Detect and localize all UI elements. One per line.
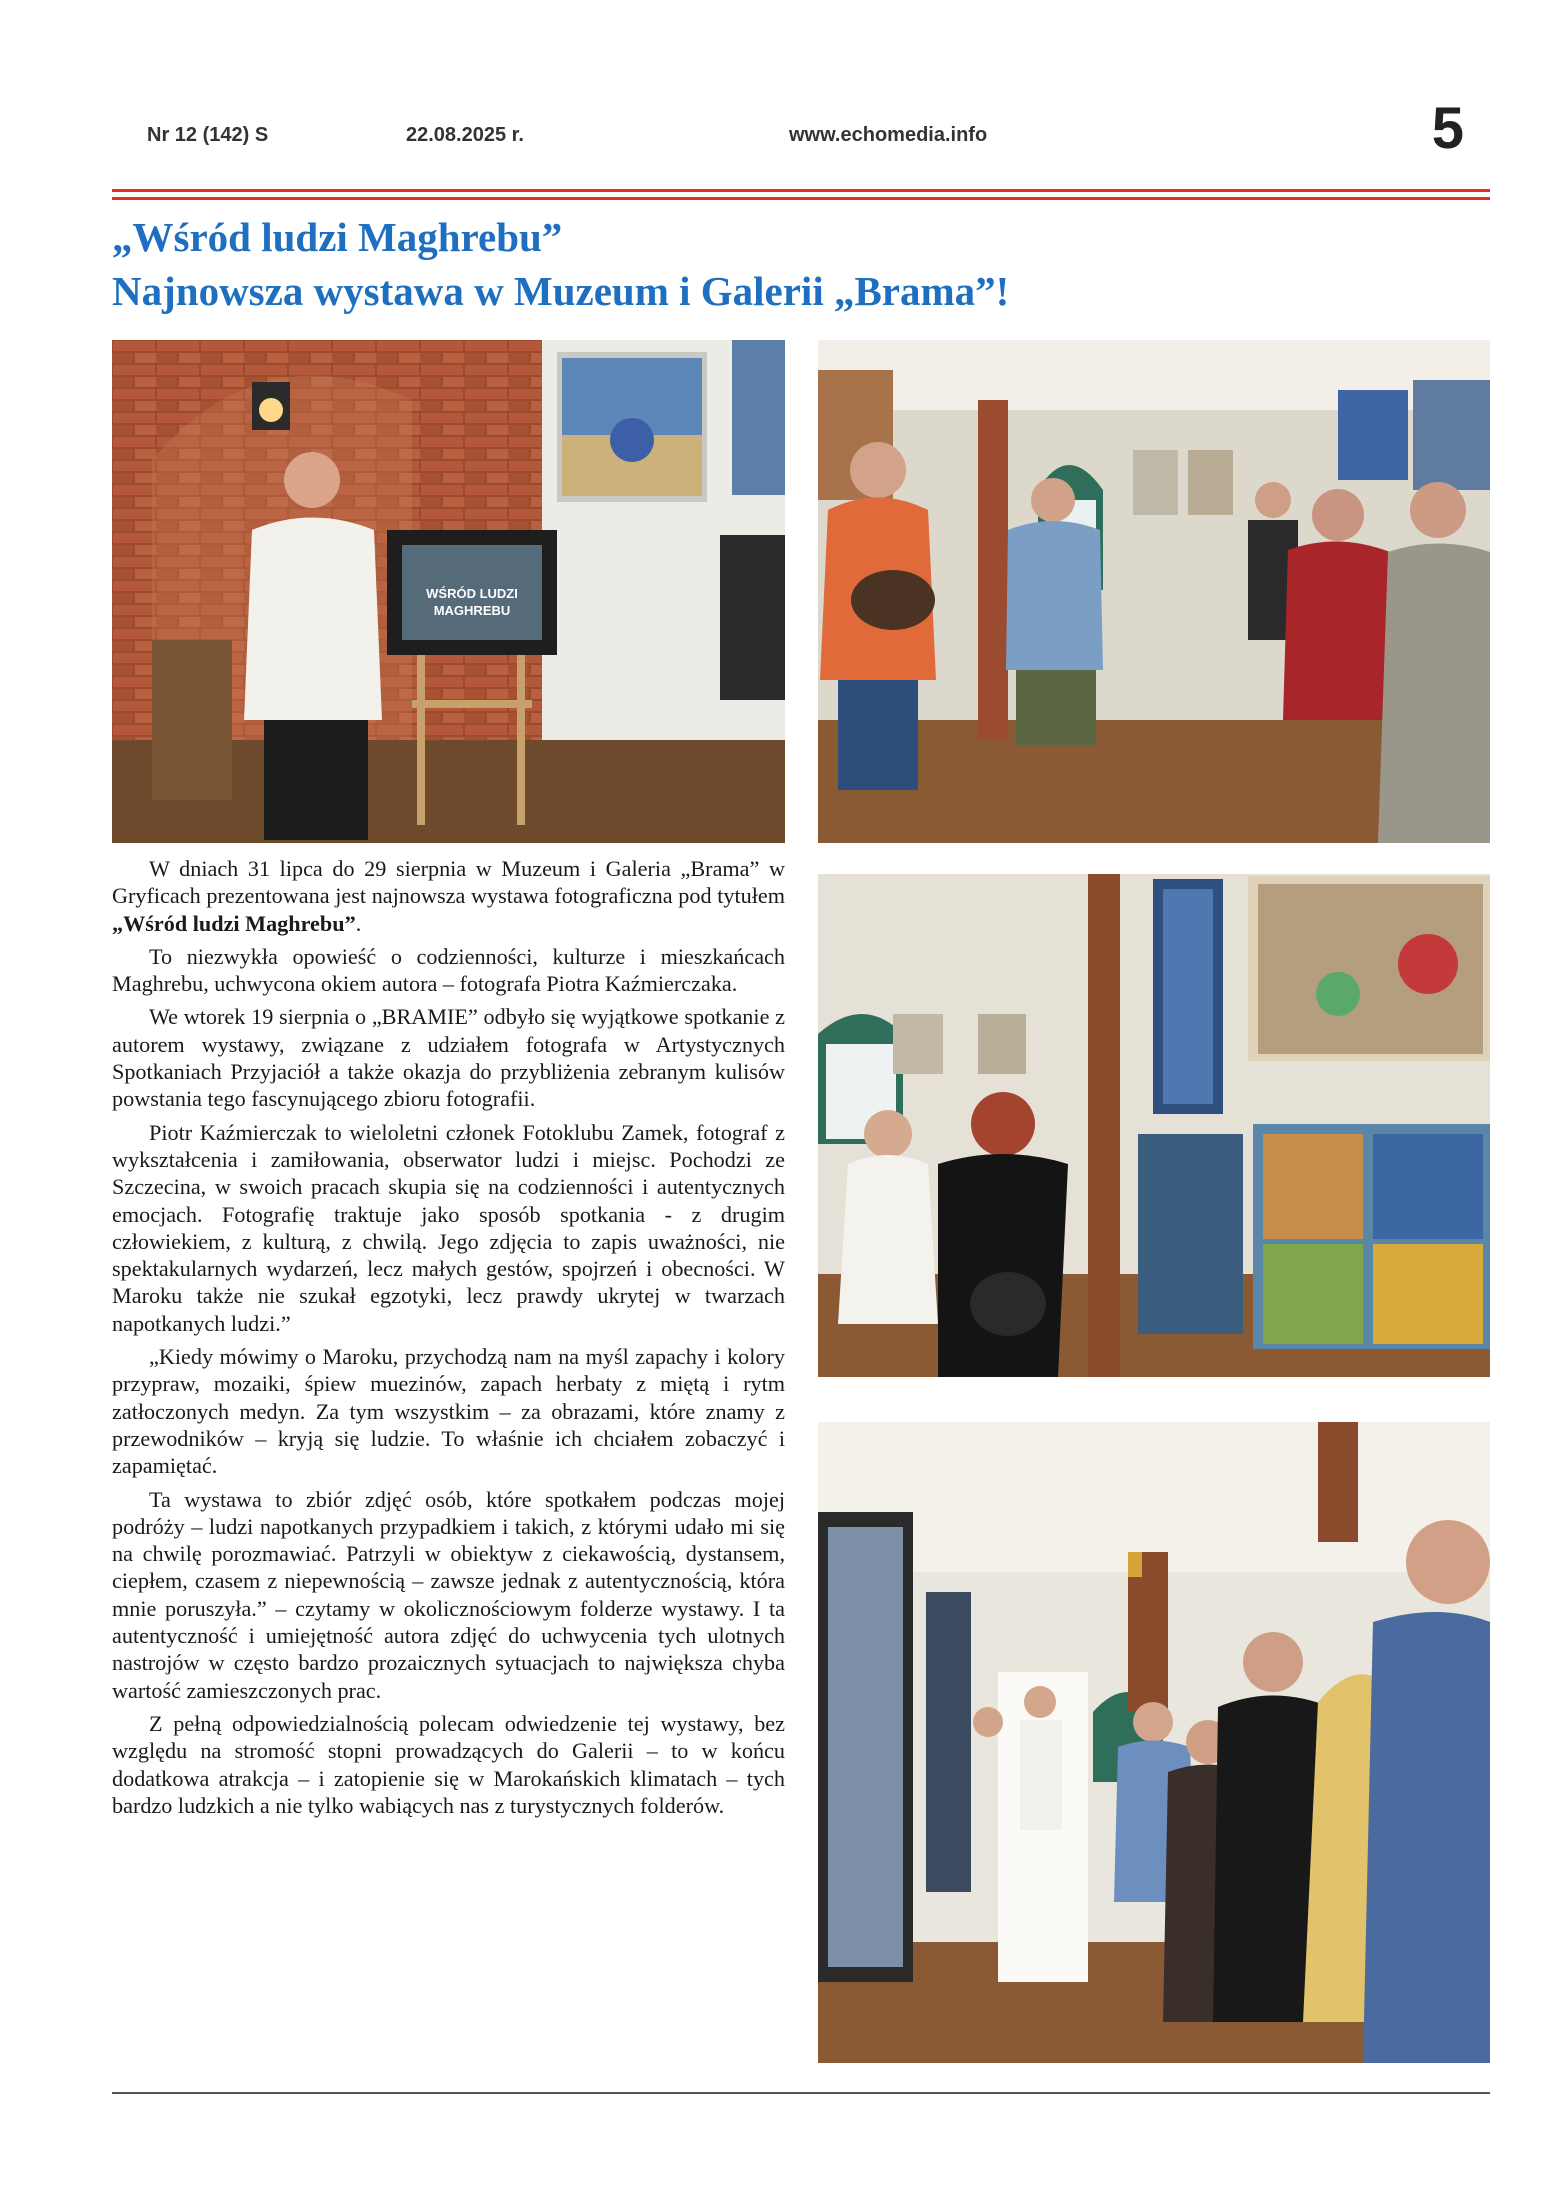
photo-author-with-poster: [112, 340, 785, 843]
exhibition-title: „Wśród ludzi Maghrebu”: [112, 910, 356, 936]
paragraph-1-text: W dniach 31 lipca do 29 sierpnia w Muzeum i Galeria „Brama” w Gryficach prezentowana jest najnowsza wystawa fotograficzna pod tytułem: [112, 856, 785, 909]
poster-title-2: MAGHREBU: [433, 603, 511, 618]
title-line-1: „Wśród ludzi Maghrebu”: [112, 214, 563, 260]
issue-number: Nr 12 (142) S: [147, 124, 269, 146]
poster-title-1: WŚRÓD LUDZI: [426, 586, 518, 601]
photo-gallery-visitors: [818, 340, 1490, 843]
issue-date: 22.08.2025 r.: [406, 124, 524, 146]
header-rule-bottom: [112, 197, 1490, 200]
paragraph-1-end: .: [355, 910, 362, 936]
header-rule-top: [112, 189, 1490, 192]
paragraph-7: Z pełną odpowiedzialnością polecam odwiedzenie tej wystawy, bez względu na stromość stopni prowadzących do Galerii – to w końcu dodatkowa atrakcja – i zatopienie się w Marokańskich klimatach – tych bardzo ludzkich a nie tylko wabiących nas z turystycznych folderów.: [112, 1710, 785, 1818]
photo-visitors-viewing-artworks: [818, 874, 1490, 1377]
page-number: 5: [1431, 96, 1464, 161]
article-title: [112, 210, 1490, 318]
title-line-2: Najnowsza wystawa w Muzeum i Galerii „Brama”!: [112, 268, 1010, 314]
website-url: www.echomedia.info: [789, 124, 988, 146]
paragraph-6: Ta wystawa to zbiór zdjęć osób, które spotkałem podczas mojej podróży – ludzi napotkanych przypadkiem i takich, z którymi udało mi się na chwilę porozmawiać. Patrzyli w obiektyw z ciekawością, dystansem, ciepłem, czasem z niepewnością – zawsze jednak z autentycznością, która mnie poruszyła.” – czytamy w okolicznościowym folderze wystawy. I ta autentyczność i umiejętność autora zdjęć do uchwycenia tych ulotnych nastrojów w często bardzo prozaicznych sytuacjach to największa chyba wartość zamieszczonych prac.: [112, 1486, 785, 1703]
paragraph-2: To niezwykła opowieść o codzienności, kulturze i mieszkańcach Maghrebu, uchwycona okiem autora – fotografa Piotra Kaźmierczaka.: [112, 943, 785, 997]
photo-visitors-corridor: [818, 1422, 1490, 2063]
paragraph-1: [112, 855, 785, 937]
article-body: [112, 855, 785, 1825]
paragraph-5: „Kiedy mówimy o Maroku, przychodzą nam na myśl zapachy i kolory przypraw, mozaiki, śpiew muezinów, zapach herbaty z miętą i rytm zatłoczonych medyn. Za tym wszystkim – za obrazami, które znamy z przewodników – kryją się ludzie. To właśnie ich chciałem zobaczyć i zapamiętać.: [112, 1344, 785, 1479]
footer-rule: [112, 2092, 1490, 2094]
paragraph-3: We wtorek 19 sierpnia o „BRAMIE” odbyło się wyjątkowe spotkanie z autorem wystawy, związane z udziałem fotografa w Artystycznych Spotkaniach Przyjaciół a także okazja do przybliżenia zebranym kulisów powstania tego fascynującego zbioru fotografii.: [112, 1004, 785, 1112]
paragraph-4: Piotr Kaźmierczak to wieloletni członek Fotoklubu Zamek, fotograf z wykształcenia i zamiłowania, obserwator ludzi i miejsc. Pochodzi ze Szczecina, w swoich pracach skupia się na codzienności i autentycznych emocjach. Fotografię traktuje jako sposób spotkania - z drugim człowiekiem, z kulturą, z chwilą. Jego zdjęcia to zapis uważności, nie spektakularnych wydarzeń, lecz małych gestów, spojrzeń i obecności. W Maroku także nie szukał egzotyki, lecz prawdy ukrytej w twarzach napotkanych ludzi.”: [112, 1119, 785, 1336]
